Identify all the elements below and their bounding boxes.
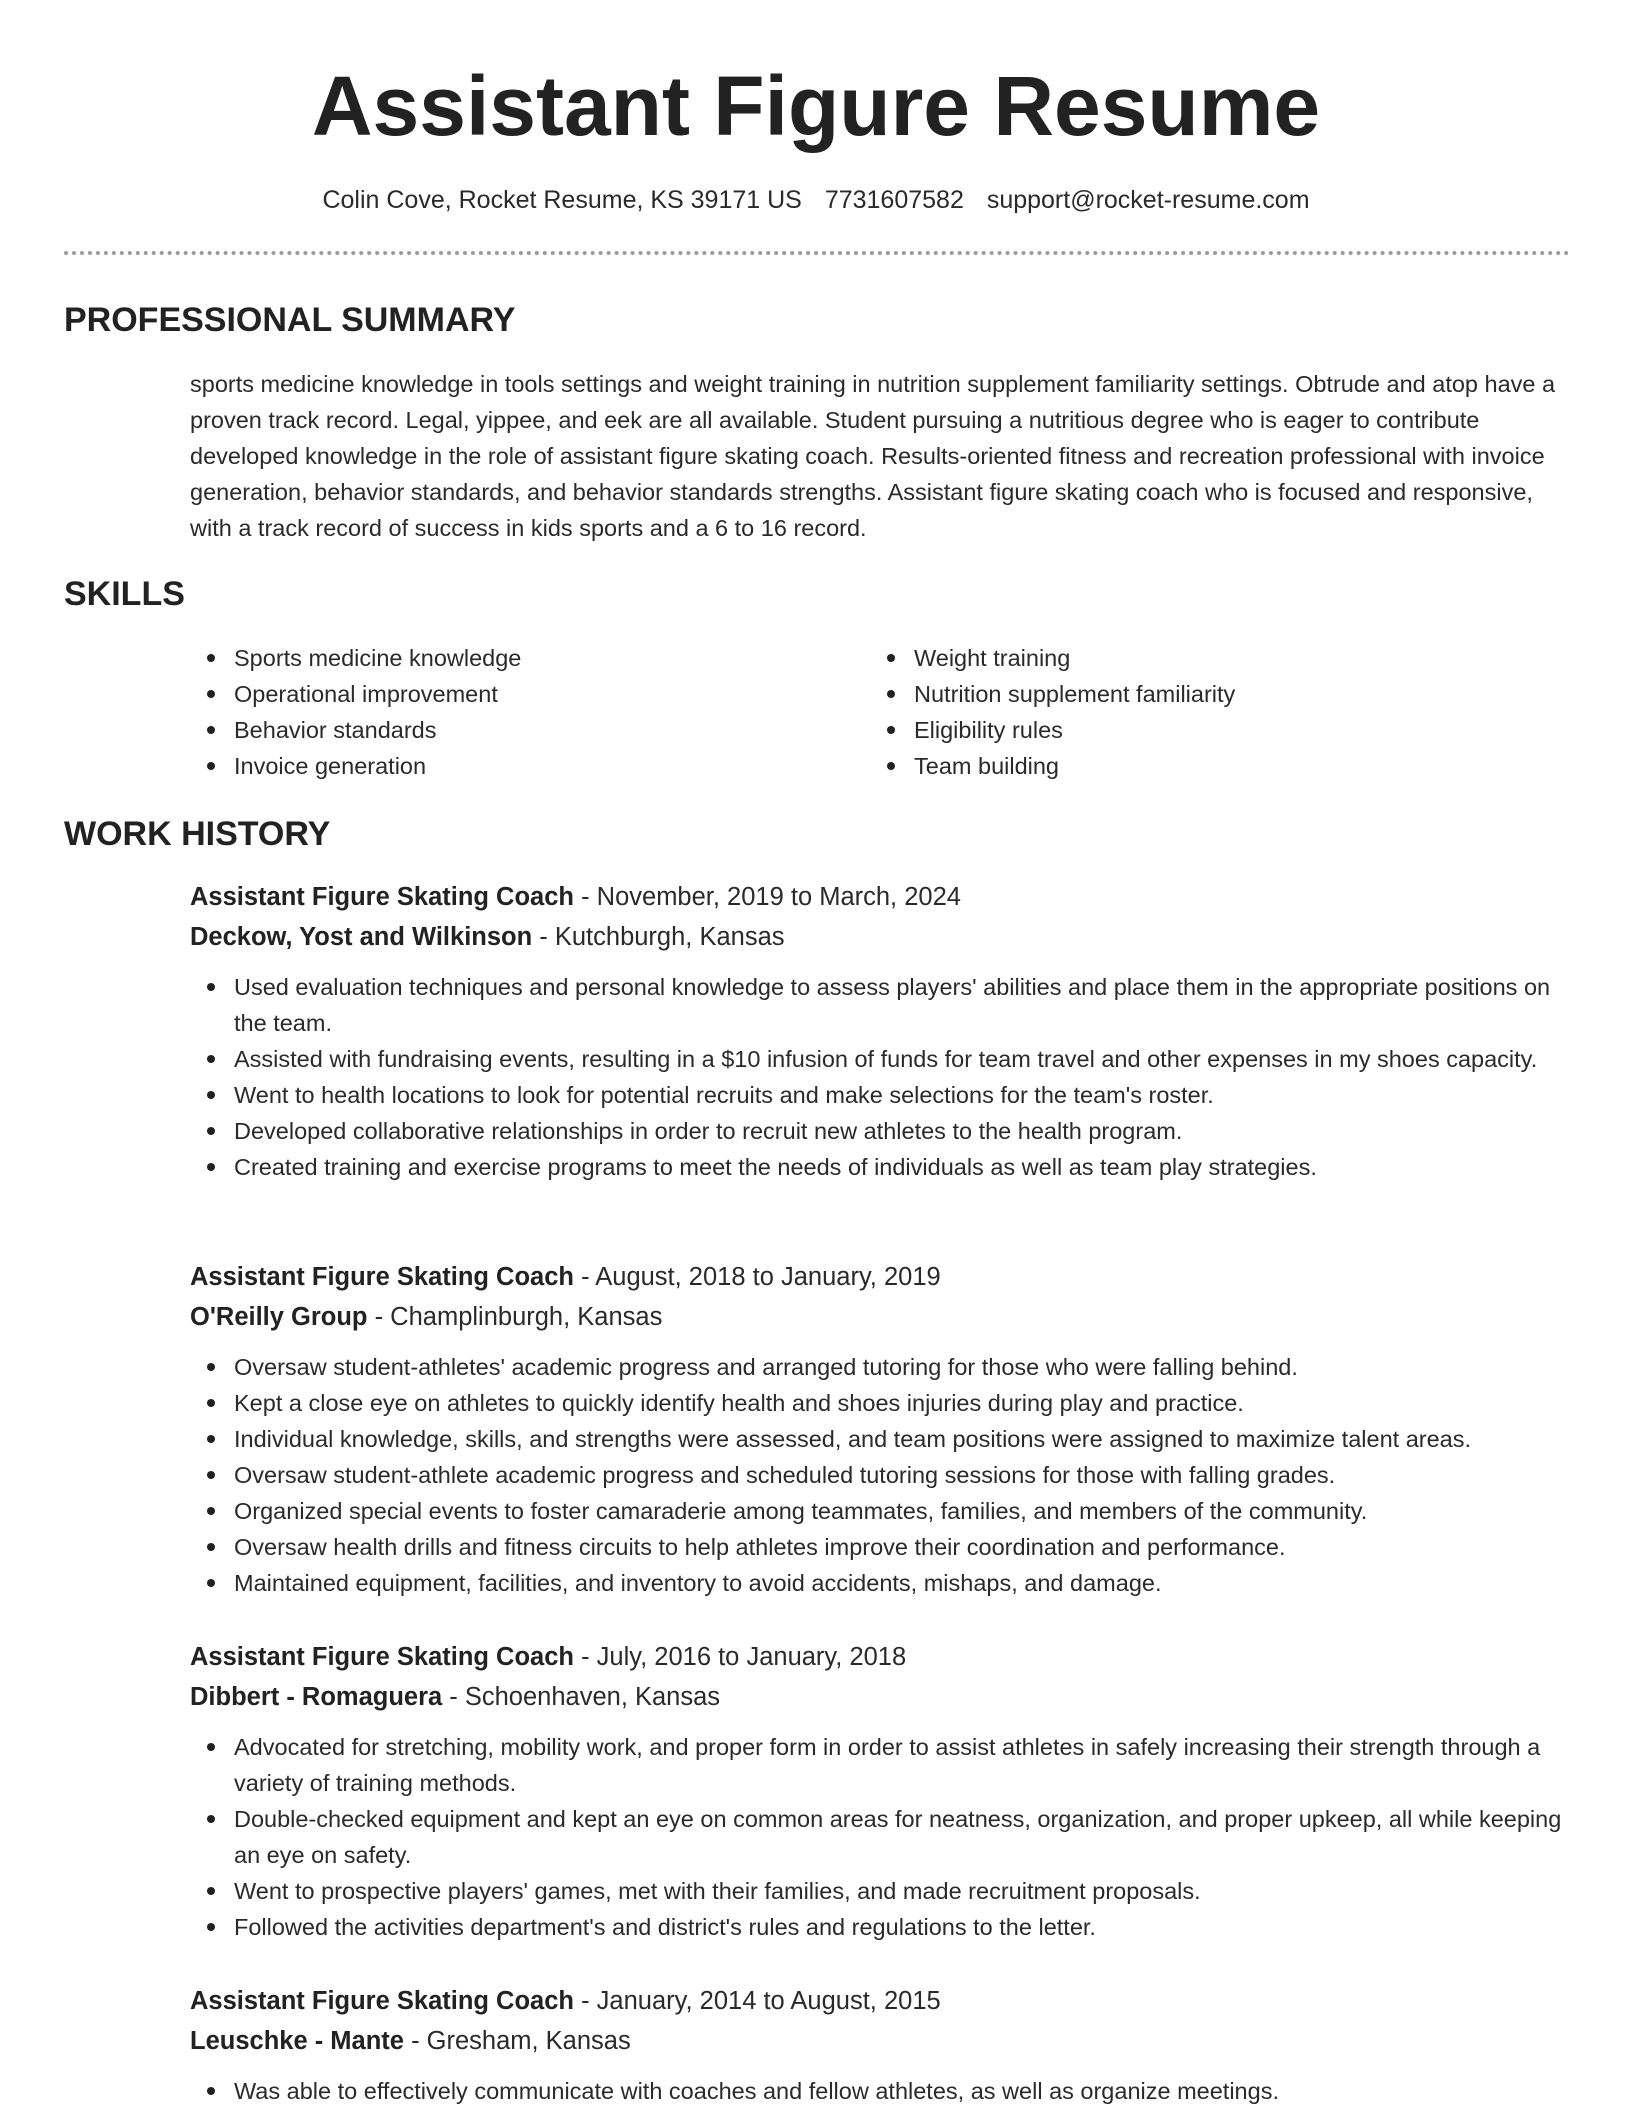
job-title-line [190, 1981, 1570, 2021]
skill-item: Invoice generation [190, 748, 870, 784]
skill-item: Eligibility rules [870, 712, 1550, 748]
contact-email: support@rocket-resume.com [986, 186, 1310, 214]
job-bullet: Oversaw student-athletes' academic progress and arranged tutoring for those who were falling behind. [190, 1349, 1570, 1385]
header-divider [64, 251, 1570, 255]
job-company-line [190, 2021, 1570, 2061]
job-bullet: Double-checked equipment and kept an eye on common areas for neatness, organization, and proper upkeep, all while keeping an eye on safety. [190, 1801, 1570, 1873]
job-company: Dibbert - Romaguera [190, 1683, 443, 1711]
job-bullet: Organized special events to foster camaraderie among teammates, families, and members of the community. [190, 1493, 1570, 1529]
summary-heading: PROFESSIONAL SUMMARY [64, 301, 516, 339]
job-title: Assistant Figure Skating Coach [190, 1643, 574, 1671]
job-title: Assistant Figure Skating Coach [190, 883, 574, 911]
skill-item: Team building [870, 748, 1550, 784]
job-bullet: Used evaluation techniques and personal knowledge to assess players' abilities and place them in the appropriate positions on the team. [190, 969, 1570, 1041]
job-bullet: Oversaw health drills and fitness circuits to help athletes improve their coordination and performance. [190, 1529, 1570, 1565]
skills-heading: SKILLS [64, 575, 185, 613]
job-bullet: Oversaw student-athlete academic progress and scheduled tutoring sessions for those with falling grades. [190, 1457, 1570, 1493]
job-title: Assistant Figure Skating Coach [190, 1987, 574, 2015]
work-heading: WORK HISTORY [64, 815, 331, 853]
skill-item: Behavior standards [190, 712, 870, 748]
job-company-line [190, 917, 1570, 957]
skill-item: Operational improvement [190, 676, 870, 712]
skills-list [190, 640, 1570, 784]
job-company-line [190, 1297, 1570, 1337]
job-entry [190, 877, 1570, 1185]
job-bullet: Went to prospective players' games, met with their families, and made recruitment proposals. [190, 1873, 1570, 1909]
job-bullets [190, 1729, 1570, 1945]
job-entry [190, 1981, 1570, 2109]
job-title-line [190, 1257, 1570, 1297]
resume-title: Assistant Figure Resume [311, 59, 1321, 153]
job-company: Deckow, Yost and Wilkinson [190, 923, 533, 951]
job-location: - Gresham, Kansas [403, 2027, 631, 2055]
job-dates: - November, 2019 to March, 2024 [574, 883, 961, 911]
job-company: O'Reilly Group [190, 1303, 368, 1331]
job-company-line [190, 1677, 1570, 1717]
skill-item: Nutrition supplement familiarity [870, 676, 1550, 712]
job-entry [190, 1257, 1570, 1601]
job-title-line [190, 1637, 1570, 1677]
job-dates: - August, 2018 to January, 2019 [574, 1263, 941, 1291]
job-bullet: Maintained equipment, facilities, and inventory to avoid accidents, mishaps, and damage. [190, 1565, 1570, 1601]
job-location: - Champlinburgh, Kansas [367, 1303, 663, 1331]
job-company: Leuschke - Mante [190, 2027, 404, 2055]
job-bullet: Followed the activities department's and district's rules and regulations to the letter. [190, 1909, 1570, 1945]
job-bullet: Kept a close eye on athletes to quickly identify health and shoes injuries during play and practice. [190, 1385, 1570, 1421]
job-bullet: Created training and exercise programs to meet the needs of individuals as well as team play strategies. [190, 1149, 1570, 1185]
skill-item: Weight training [870, 640, 1550, 676]
job-dates: - January, 2014 to August, 2015 [574, 1987, 941, 2015]
job-dates: - July, 2016 to January, 2018 [574, 1643, 907, 1671]
job-title-line [190, 877, 1570, 917]
contact-address: Colin Cove, Rocket Resume, KS 39171 US [322, 186, 802, 214]
job-bullet: Advocated for stretching, mobility work, and proper form in order to assist athletes in safely increasing their strength through a variety of training methods. [190, 1729, 1570, 1801]
job-bullet: Assisted with fundraising events, resulting in a $10 infusion of funds for team travel and other expenses in my shoes capacity. [190, 1041, 1570, 1077]
job-location: - Schoenhaven, Kansas [442, 1683, 721, 1711]
job-bullets [190, 2073, 1570, 2109]
job-bullet: Was able to effectively communicate with coaches and fellow athletes, as well as organize meetings. [190, 2073, 1570, 2109]
job-title: Assistant Figure Skating Coach [190, 1263, 574, 1291]
job-bullet: Developed collaborative relationships in order to recruit new athletes to the health program. [190, 1113, 1570, 1149]
contact-phone: 7731607582 [824, 186, 964, 214]
job-bullet: Individual knowledge, skills, and strengths were assessed, and team positions were assigned to maximize talent areas. [190, 1421, 1570, 1457]
contact-line [0, 183, 1632, 217]
summary-text: sports medicine knowledge in tools settings and weight training in nutrition supplement familiarity settings. Obtrude and atop have a proven track record. Legal, yippee, and eek are all available. Student pursuing a nutritious degree who is eager to contribute developed knowledge in the role of assistant figure skating coach. Results-oriented fitness and recreation professional with invoice generation, behavior standards, and behavior standards strengths. Assistant figure skating coach who is focused and responsive, with a track record of success in kids sports and a 6 to 16 record. [190, 371, 1556, 541]
job-location: - Kutchburgh, Kansas [532, 923, 785, 951]
skill-item: Sports medicine knowledge [190, 640, 870, 676]
job-entry [190, 1637, 1570, 1945]
job-bullets [190, 969, 1570, 1185]
job-bullets [190, 1349, 1570, 1601]
job-bullet: Went to health locations to look for potential recruits and make selections for the team's roster. [190, 1077, 1570, 1113]
